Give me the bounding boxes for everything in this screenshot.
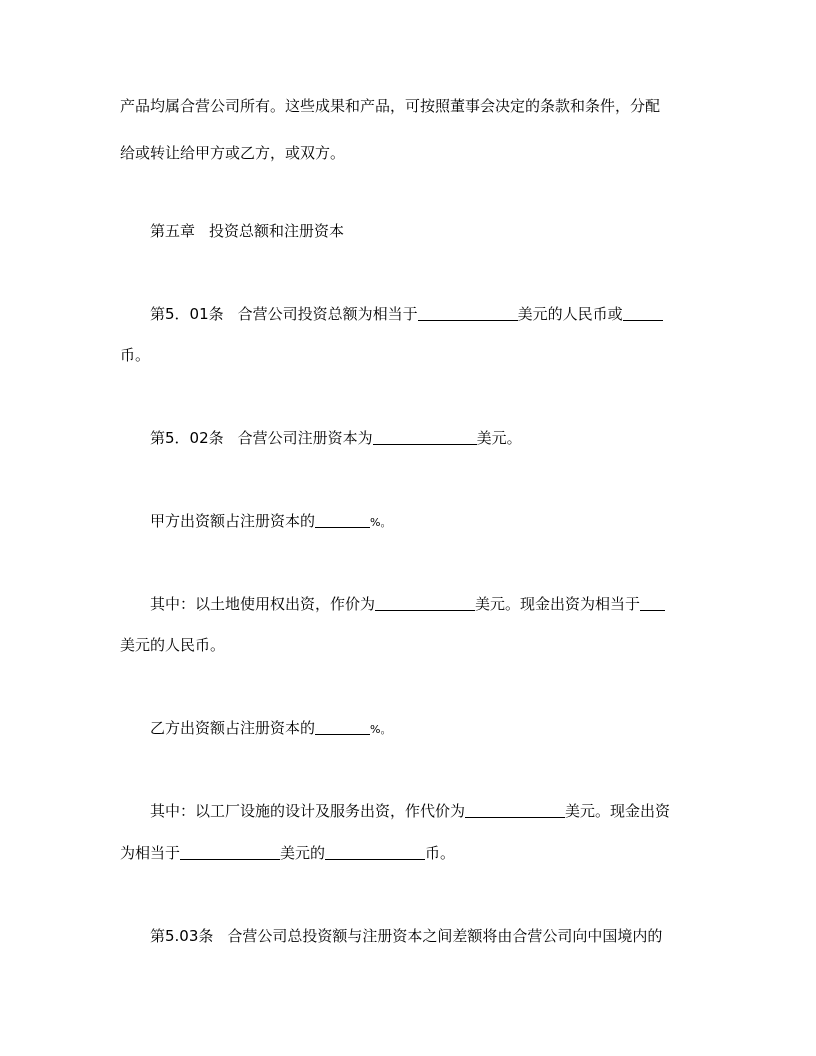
article-text: 合营公司总投资额与注册资本之间差额将由合营公司向中国境内的 [227,927,663,945]
paragraph-line [120,143,700,163]
paragraph-text: 美元。现金出资 [565,802,671,820]
article-number: 第5．02条 [150,429,224,447]
article-number: 第5．01条 [150,305,224,323]
paragraph-text: 其中：以工厂设施的设计及服务出资，作代价为 [150,802,466,820]
article-5-02 [150,428,700,448]
paragraph-line [120,843,700,863]
fill-in-blank [315,718,370,735]
paragraph-line [120,96,700,116]
party-a-detail [150,594,700,614]
fill-in-blank [418,304,518,321]
fill-in-blank [375,594,475,611]
party-b-detail [150,801,700,821]
article-5-03 [150,926,700,946]
fill-in-blank [325,843,425,860]
article-text: 美元的人民币或 [517,305,623,323]
paragraph-text: 为相当于 [120,844,181,862]
percent-sign: %。 [370,516,392,529]
article-text: 合营公司注册资本为 [237,429,373,447]
article-text: 美元。 [476,429,522,447]
fill-in-blank [623,304,663,321]
party-a-share [150,511,700,533]
chapter-title: 投资总额和注册资本 [209,222,345,240]
paragraph-text: 美元的人民币。 [120,636,226,654]
fill-in-blank [465,801,565,818]
chapter-heading [150,221,700,241]
fill-in-blank [640,594,665,611]
paragraph-line [120,345,700,365]
fill-in-blank [373,428,477,445]
fill-in-blank [180,843,280,860]
paragraph-text: 乙方出资额占注册资本的 [150,719,316,737]
paragraph-text: 甲方出资额占注册资本的 [150,512,316,530]
fill-in-blank [315,511,370,528]
paragraph-text: 美元的 [280,844,326,862]
article-text: 币。 [120,346,151,364]
paragraph-text: 币。 [425,844,456,862]
chapter-number: 第五章 [150,222,196,240]
article-5-01 [150,304,700,324]
article-number: 第5.03条 [150,927,214,945]
percent-sign: %。 [370,723,392,736]
paragraph-line [120,635,700,655]
paragraph-text: 产品均属合营公司所有。这些成果和产品，可按照董事会决定的条款和条件，分配 [120,97,661,115]
article-text: 合营公司投资总额为相当于 [237,305,418,323]
paragraph-text: 美元。现金出资为相当于 [475,595,641,613]
party-b-share [150,718,700,740]
paragraph-text: 给或转让给甲方或乙方，或双方。 [120,144,346,162]
paragraph-text: 其中：以土地使用权出资，作价为 [150,595,376,613]
